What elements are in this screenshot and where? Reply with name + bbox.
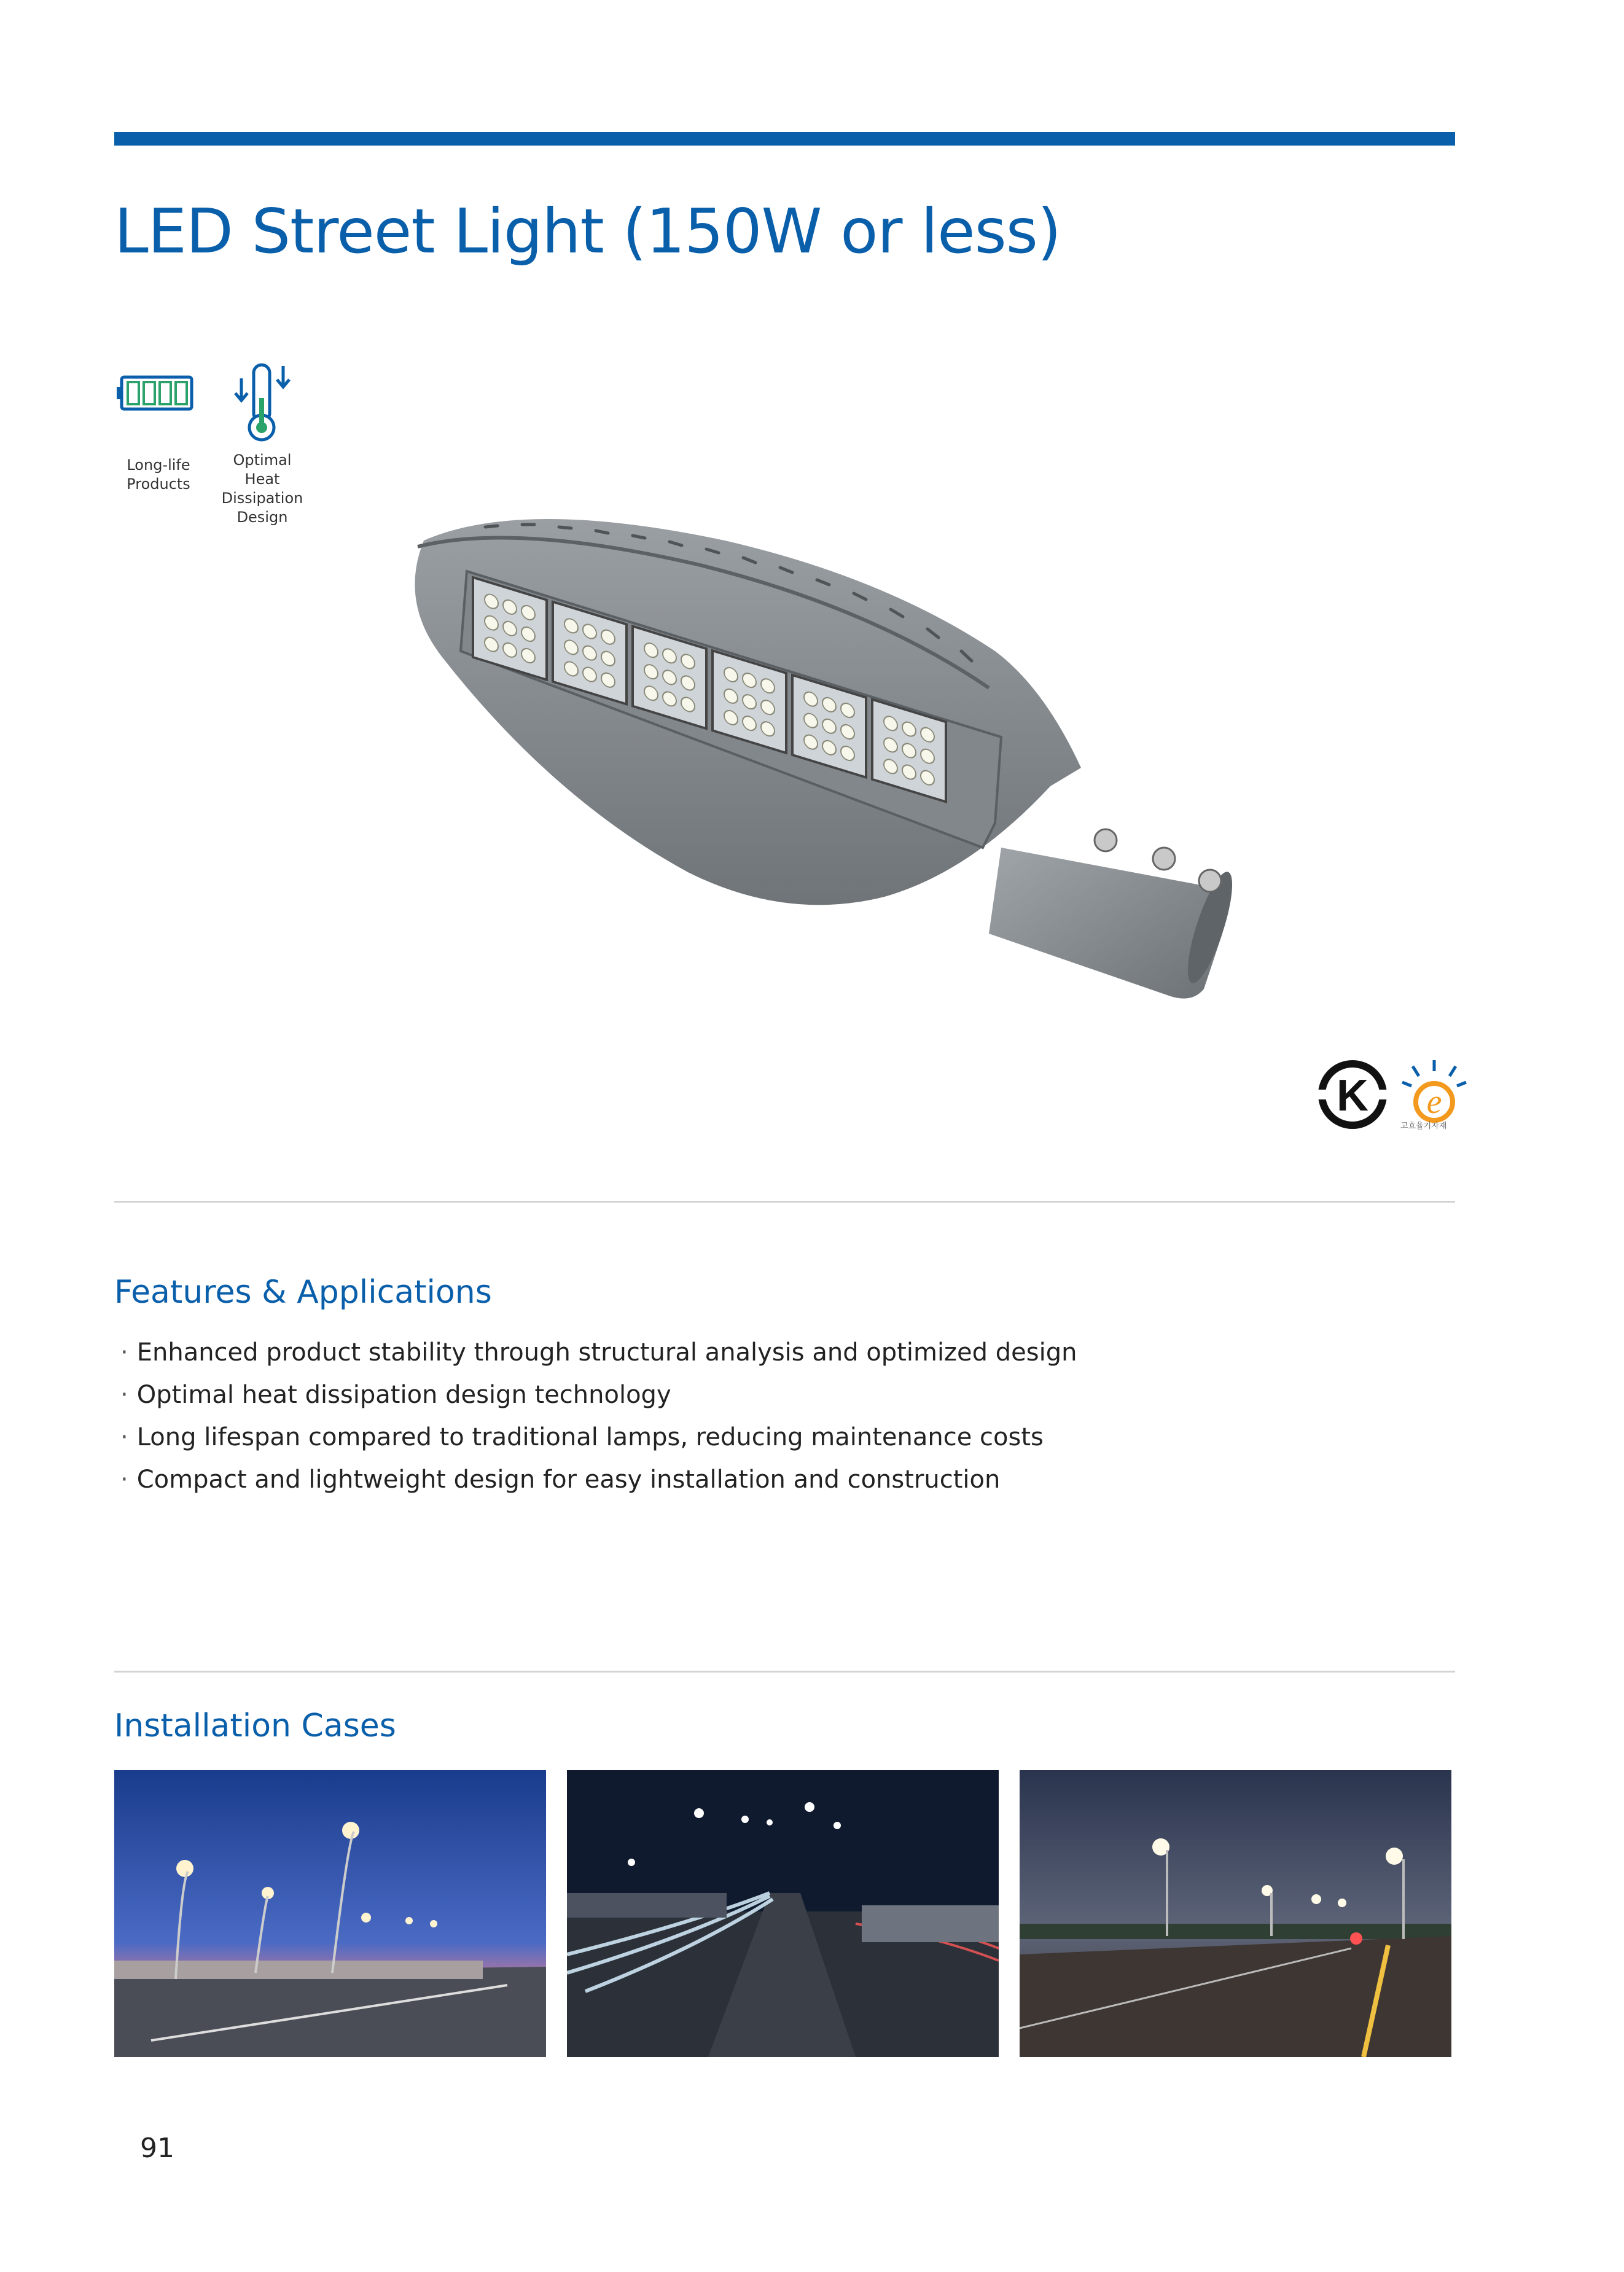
badge-heat-dissipation-label: Optimal Heat Dissipation Design xyxy=(221,451,303,526)
list-item: · Long lifespan compared to traditional lamps, reducing maintenance costs xyxy=(120,1423,1044,1451)
badge-heat-dissipation xyxy=(216,360,308,527)
high-efficiency-mark-icon xyxy=(1402,1060,1466,1121)
thermometer-icon xyxy=(225,360,299,446)
divider-top xyxy=(114,1201,1455,1203)
led-street-light-product-image xyxy=(381,504,1290,1007)
highway-light-trails-photo xyxy=(567,1770,999,2057)
kc-mark-icon xyxy=(1317,1064,1388,1125)
list-item: · Enhanced product stability through structural analysis and optimized design xyxy=(120,1338,1077,1367)
installation-heading: Installation Cases xyxy=(114,1708,396,1744)
badge-long-life xyxy=(115,369,201,494)
svg-text:e: e xyxy=(1426,1083,1442,1121)
features-list xyxy=(120,1332,1077,1501)
page-number: 91 xyxy=(140,2133,174,2164)
features-heading: Features & Applications xyxy=(114,1274,492,1311)
bridge-at-dusk-photo xyxy=(114,1770,546,2057)
page-title: LED Street Light (150W or less) xyxy=(114,195,1061,267)
high-efficiency-caption: 고효율기자재 xyxy=(1400,1122,1447,1131)
list-item: · Optimal heat dissipation design technology xyxy=(120,1381,671,1409)
badge-long-life-label: Long-life Products xyxy=(127,456,190,493)
svg-text:K: K xyxy=(1337,1071,1368,1120)
divider-bottom xyxy=(114,1671,1455,1673)
top-accent-bar xyxy=(114,132,1455,146)
battery-icon xyxy=(117,369,200,418)
coastal-road-night-photo xyxy=(1020,1770,1451,2057)
list-item: · Compact and lightweight design for easy installation and construction xyxy=(120,1466,1001,1494)
